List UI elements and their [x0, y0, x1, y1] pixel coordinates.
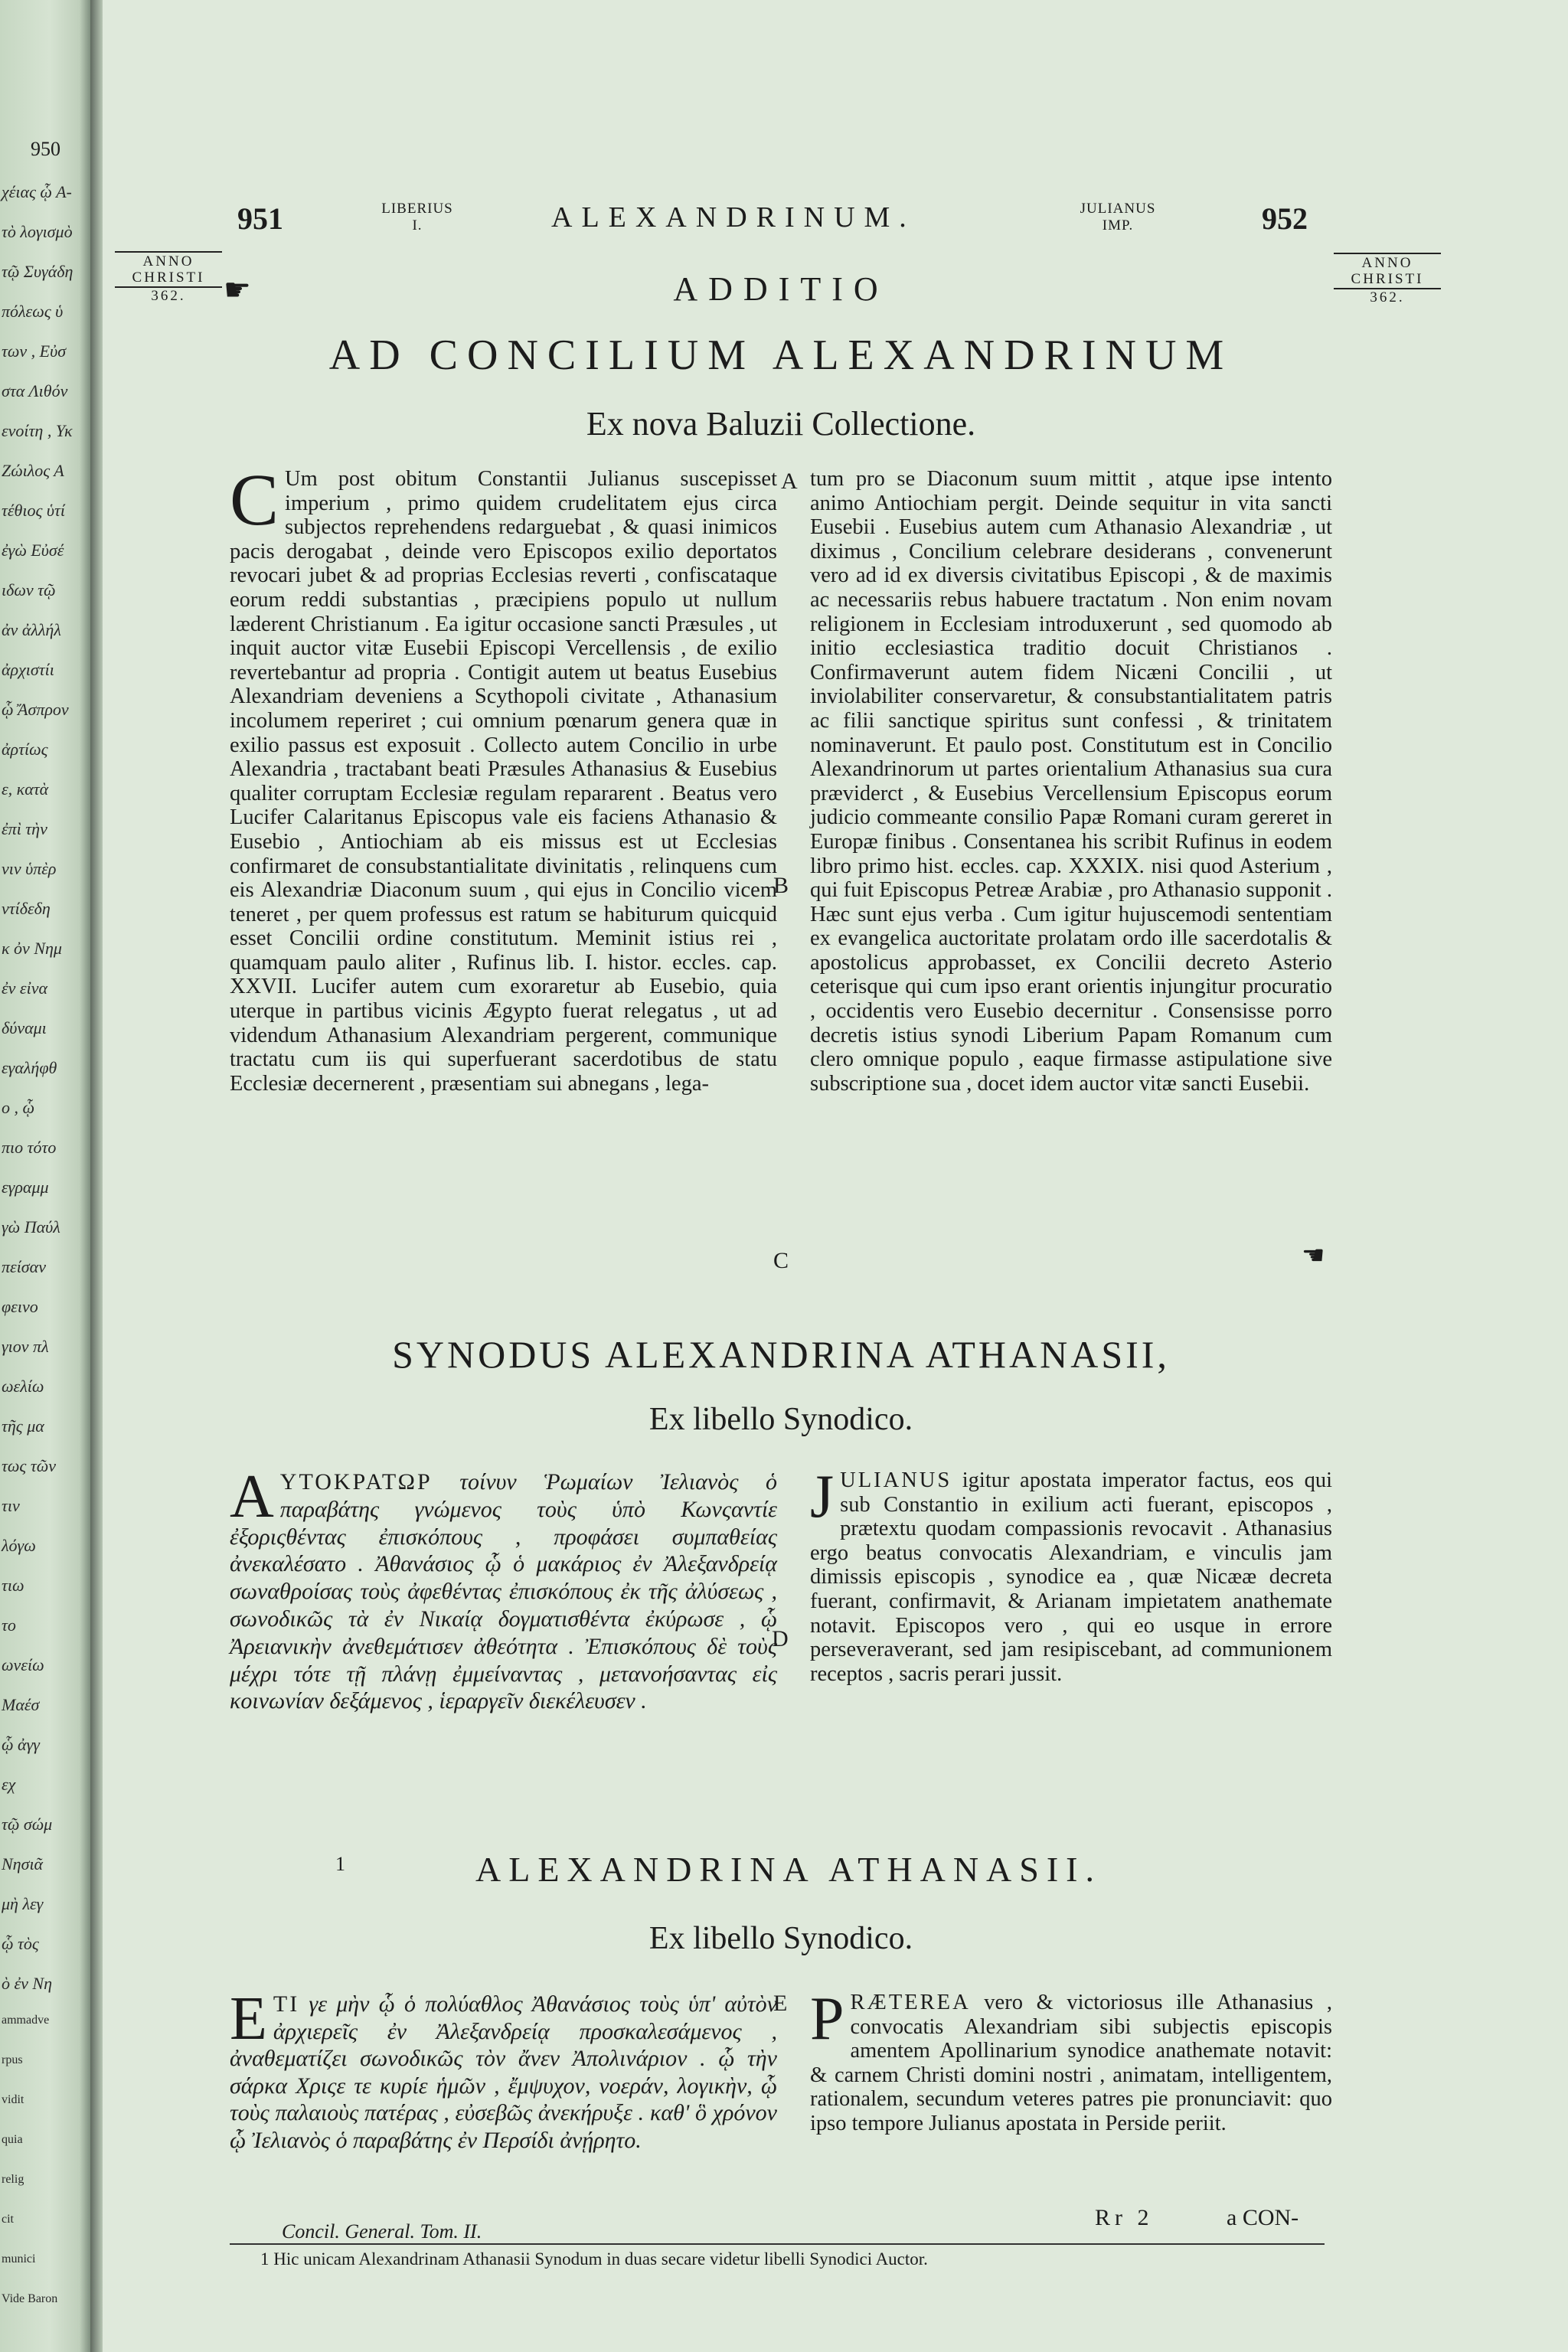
subheading-libellus: Ex libello Synodico. [648, 1402, 913, 1437]
previous-page-fragment: τῷ Συγάδη [2, 262, 74, 281]
previous-page-fragment: ᾧ Ἄσπρον [2, 700, 69, 719]
previous-page-fragment: νιν ὑπὲρ [2, 859, 57, 878]
previous-page-fragment: ο , ᾧ [2, 1098, 35, 1117]
heading-ad-concilium: AD CONCILIUM ALEXANDRINUM [328, 332, 1233, 379]
previous-page-fragment: χέιας ᾧ Α- [2, 182, 72, 201]
previous-page-fragment: ᾧ ἀγγ [2, 1735, 40, 1754]
volume-note: Concil. General. Tom. II. [282, 2220, 482, 2243]
previous-page-fragment: Ζώιλος Α [2, 461, 64, 480]
margin-letter-c: C [773, 1248, 789, 1273]
synodus-latin-text: igitur apostata imperator factus, eos qui sub Constantio in exilium acti fuerant, episcopos , prætextu quodam compassionis revocavit . Athanasius ergo beatus convocatis Alexandriam, e vinculis jam dimissis episcopis , synodice ea , quæ Nicææ decreta fuerant, confirmavit, & Arianam impietatem anathemate notavit. Episcopos vero , qui eo usque in errore perseveraverant, sed jam resipiscebant, ad communionem receptos , sacris perari jussit. [810, 1468, 1332, 1686]
previous-page-fragment: εχ [2, 1775, 16, 1794]
intro-text-right: tum pro se Diaconum suum mittit , atque ipse intento animo Antiochiam pergit. Deinde sequitur in vita sancti Eusebii . Eusebius autem cum Athanasio Alexandriæ , ut diximus , Concilium celebrare desiderans , convenerunt vero ad id ex diversis civitatibus Episcopi , & de maximis ac necessariis rebus habuere tractatum . Non enim novam religionem in Ecclesiam introduxerunt , sed quomodo ab initio ecclesiastica traditio docuit Christianos . Confirmaverunt autem fidem Nicæni Concilii , ut inviolabiliter conservaretur, & consubstantialitatem patris ac filii sanctique spiritus sunt confessi , & trinitatem nominaverunt. Et paulo post. Constitutum est in Concilio Alexandrinorum ut partes orientalium Athanasius sua cura præviderct , & Eusebius Vercellensium Episcopus eorum judicio commeante consilio Papæ Romani curam gereret in Europæ finibus . Consentanea his scribit Rufinus in eodem libro primo hist. eccles. cap. XXXIX. nisi quod Asterium , qui fuit Episcopus Petreæ Arabiæ , pro Athanasio supponit . Hæc sunt ejus verba . Cum igitur hujuscemodi sententiam ex evangelica auctoritate prolatam ordo ille sacerdotalis & apostolicus approbasset, ex Concilii decreto Asterio ceterisque qui cum ipso erant orientis injungitur procuratio , occidentis vero Eusebio decernitur . Consensisse porro decretis istius synodi Liberium Papam Romanum cum clero omnique populo , eaque firmasse astipulatione sive subscriptione sua , docet idem auctor vitæ sancti Eusebii. [810, 467, 1332, 1096]
previous-page-fragment: Μαέσ [2, 1695, 40, 1714]
running-head-left [375, 201, 459, 234]
margin-letter-b: B [773, 873, 789, 898]
previous-page-fragment: εγραμμ [2, 1178, 49, 1197]
previous-page-fragment: το [2, 1615, 16, 1635]
intro-column-left [230, 459, 777, 1096]
anno-christi-left [115, 251, 222, 304]
synodus-greek-text: τοίνυν Ῥωμαίων Ἰελιανὸς ὁ παραβάτης γνώμενος τοὺς ὑπὸ Κωνςαντίε ἐξοριςθέντας ἐπισκόπους , προφάσει συμπαθείας ἀνεκαλέσατο . Ἀθανάσιος ᾧ ὁ μακάριος ἐν Ἀλεξανδρείᾳ σωναθροίσας τοὺς ἀφεθέντας ἐπισκόπους ἐκ τῆς ἀλύσεως , σωνοδικῶς τὰ ἐν Νικαίᾳ δογματισθέντα ἐκύρωσε , ᾧ Ἀρειανικὴν ἀνεθεμάτισεν ἀθεότητα . Ἐπισκόπους δὲ τοὺς μέχρι τότε τῇ πλάνῃ ἐμμείναντας , μετανοήσαντας εἰς κοινωνίαν δεξάμενος , ἱεραργεῖν διεκέλευσεν . [230, 1469, 777, 1714]
anno-line: CHRISTI [132, 270, 205, 286]
previous-page-fragment: ἀρχιστίι [2, 660, 54, 679]
previous-page-fragment: ἐν εἰνα [2, 978, 48, 998]
previous-page-fragment: ενοίτη , Υκ [2, 421, 73, 440]
drop-cap: Α [230, 1463, 274, 1530]
drop-cap: J [810, 1463, 835, 1530]
subheading-baluzii: Ex nova Baluzii Collectione. [586, 405, 976, 443]
previous-page-fragment: ωνείω [2, 1655, 44, 1674]
pointing-hand-icon-end: ☚ [1302, 1242, 1325, 1270]
drop-cap: C [230, 459, 279, 541]
previous-page-fragment: munici [2, 2252, 36, 2265]
previous-page-fragment: ἐγὼ Εὐσέ [2, 541, 64, 560]
book-gutter [90, 0, 103, 2352]
previous-page-fragment: ἐπὶ τὴν [2, 819, 47, 838]
previous-page-number: 950 [31, 138, 60, 160]
catchword: a CON- [1227, 2205, 1299, 2230]
running-head-center: ALEXANDRINUM. [551, 201, 916, 234]
previous-page-fragment: πιο τότο [2, 1138, 57, 1157]
previous-page-fragment: των , Εὐσ [2, 341, 67, 361]
previous-page-fragment: ᾧ τὸς [2, 1934, 39, 1953]
margin-letter-d: D [772, 1626, 789, 1651]
lead-word: ΥΤΟΚΡΑΤΩΡ [279, 1469, 433, 1494]
running-head-right [1060, 201, 1175, 234]
previous-page-fragment: τὸ λογισμὸ [2, 222, 73, 241]
previous-page-fragment: τιω [2, 1576, 24, 1595]
synodus-latin-column [810, 1463, 1332, 1686]
previous-page-fragment: quia [2, 2133, 23, 2146]
previous-page-fragment: ἀρτίως [2, 740, 48, 759]
previous-page-fragment: τῆς μα [2, 1416, 44, 1436]
previous-page-fragment: τέθιος ὑτί [2, 501, 65, 520]
alexandrina-latin-column [810, 1985, 1332, 2136]
previous-page-fragment: τως τῶν [2, 1456, 57, 1475]
running-head-right-line: JULIANUS [1080, 201, 1156, 217]
drop-cap: P [810, 1985, 844, 2053]
previous-page-fragment: relig [2, 2173, 24, 2186]
previous-page-fragment: ammadve [2, 2014, 50, 2027]
running-head-left-line: LIBERIUS [381, 201, 453, 217]
previous-page-fragment: Νησιᾶ [2, 1854, 44, 1873]
page-number-left: 951 [237, 201, 283, 236]
previous-page-fragment: ωελίω [2, 1377, 44, 1396]
margin-letter-e: E [773, 1991, 788, 2016]
anno-christi-right [1334, 253, 1441, 305]
previous-page-fragment: πόλεως ὑ [2, 302, 64, 321]
subheading-libellus-2: Ex libello Synodico. [648, 1921, 913, 1956]
previous-page-fragment: cit [2, 2213, 14, 2226]
previous-page-fragment: κ ὀν Νημ [2, 939, 62, 958]
margin-letter-a: A [781, 469, 798, 494]
lead-word: ΤΙ [273, 1991, 300, 2017]
previous-page-fragment: ε, κατὰ [2, 779, 49, 799]
previous-page-fragment: ἀν ἀλλήλ [2, 620, 61, 639]
intro-text-left: Um post obitum Constantii Julianus suscepisset imperium , primo quidem crudelitatem ejus circa subjectos reprehendens redarguebat , & quasi inimicos pacis derogabat , deinde vero Episcopos exilio deportatos revocari jubet & ad proprias Ecclesias reverti , confiscataque eorum reddi substantias , præcipiens populo ut nullum læderent Christianum . Ea igitur occasione sancti Præsules , ut inquit auctor vitæ Eusebii Episcopi Vercellensis , de exilio revertebantur ad propria . Contigit autem ut beatus Eusebius Alexandriam deveniens a Scythopoli civitate , Athanasium incolumem reperiret ; cui omnium pœnarum genera quæ in exilio passus est exposuit . Collecto autem Concilio in urbe Alexandria , tractabant beati Præsules Athanasius & Eusebius qualiter corruptam Ecclesiæ regulam repararent . Beatus vero Lucifer Calaritanus Episcopus vale eis faciens Athanasio & Eusebio , Antiochiam ab eis missus est ut Ecclesias confirmaret de consubstantialitate divinitatis , relinquens cum eis Alexandriæ Diaconum suum , qui ejus in Concilio vicem teneret , per quem professus est ratum se habiturum quicquid esset Concilii ordine constitutum. Meminit istius rei , quamquam paulo aliter , Rufinus lib. I. histor. eccles. cap. XXVII. Lucifer autem cum exoraretur ab Eusebio, quia uterque in partibus vicinis Ægypto fuerat relegatus , ut ad videndum Athanasium Alexandriam pergerent, communique tractatu cum iis qui superfuerant sacerdotibus de statu Ecclesiæ decernerent , præsentiam sui abnegans , lega- [230, 467, 777, 1096]
drop-cap: Ε [230, 1985, 267, 2053]
previous-page-fragment: φεινο [2, 1297, 38, 1316]
anno-line: CHRISTI [1351, 271, 1424, 287]
lead-word: RÆTEREA [850, 1991, 971, 2014]
heading-additio: ADDITIO [673, 270, 889, 308]
alexandrina-greek-column [230, 1985, 777, 2154]
previous-page-fragment: ὸ ἐν Νη [2, 1974, 53, 1993]
previous-page-fragment: δύναμι [2, 1018, 47, 1037]
previous-page-fragment: rpus [2, 2053, 23, 2066]
alexandrina-latin-text: vero & victoriosus ille Athanasius , convocatis Alexandriam sibi subjectis episcopis amentem Apollinarium synodice anathemate notavit: & carnem Christi domini nostri , animatam, intelligentem, rationalem, secundum veteres patres pie pronunciavit: quo ipso tempore Julianus apostata in Perside periit. [810, 1991, 1332, 2135]
intro-column-right [810, 467, 1332, 1096]
lead-word: ULIANUS [840, 1468, 952, 1492]
footnote: 1 Hic unicam Alexandrinam Athanasii Synodum in duas secare videtur libelli Synodici Auctor. [260, 2249, 928, 2269]
page-number-right: 952 [1262, 201, 1308, 236]
previous-page-fragment: μὴ λεγ [2, 1894, 44, 1913]
pointing-hand-icon: ☛ [224, 273, 251, 307]
previous-page-fragment: τιν [2, 1496, 20, 1515]
anno-line: ANNO [142, 253, 194, 270]
previous-page-fragment: vidit [2, 2093, 24, 2106]
previous-page-fragment: εγαλήφθ [2, 1058, 57, 1077]
anno-year: 362. [1370, 289, 1405, 305]
previous-page-fragment: στα Λιθόν [2, 381, 68, 400]
anno-line: ANNO [1361, 255, 1413, 271]
previous-page-fragment: ιδων τῷ [2, 580, 56, 599]
running-head-left-line: I. [412, 217, 423, 234]
previous-page-fragment: γὼ Παύλ [2, 1217, 60, 1236]
alexandrina-greek-text: γε μὴν ᾧ ὁ πολύαθλος Ἀθανάσιος τοὺς ὑπ' αὐτὸν ἀρχιερεῖς ἐν Ἀλεξανδρείᾳ προσκαλεσάμενος , ἀναθεματίζει σωνοδικῶς τὸν ἄνεν Ἀπολινάριον . ᾧ τὴν σάρκα Χριςε τε κυρίε ἡμῶν , ἔμψυχον, νοεράν, λογικὴν, ᾧ τοὺς παλαιοὺς πατέρας , εὐσεβῶς ἀνεκήρυξε . καθ' ὃ χρόνον ᾧ Ἰελιανὸς ὁ παραβάτης ἐν Περσίδι ἀνῄρητο. [230, 1991, 777, 2153]
previous-page-fragment: πείσαν [2, 1257, 46, 1276]
previous-page-edge [0, 0, 90, 2352]
previous-page-fragment: ντίδεδη [2, 899, 51, 918]
anno-year: 362. [151, 288, 186, 304]
signature-mark: Rr 2 [1095, 2205, 1154, 2230]
previous-page-fragment: Vide Baron [2, 2292, 58, 2305]
previous-page-fragment: γιον πλ [2, 1337, 49, 1356]
footnote-marker: 1 [335, 1853, 345, 1875]
footnote-rule [230, 2243, 1325, 2245]
running-head-right-line: IMP. [1102, 217, 1134, 234]
heading-alexandrina: ALEXANDRINA ATHANASII. [475, 1850, 1102, 1889]
previous-page-fragment: τῷ σώμ [2, 1815, 53, 1834]
heading-synodus: SYNODUS ALEXANDRINA ATHANASII, [392, 1333, 1170, 1376]
synodus-greek-column [230, 1463, 777, 1715]
previous-page-fragment: λόγω [2, 1536, 36, 1555]
